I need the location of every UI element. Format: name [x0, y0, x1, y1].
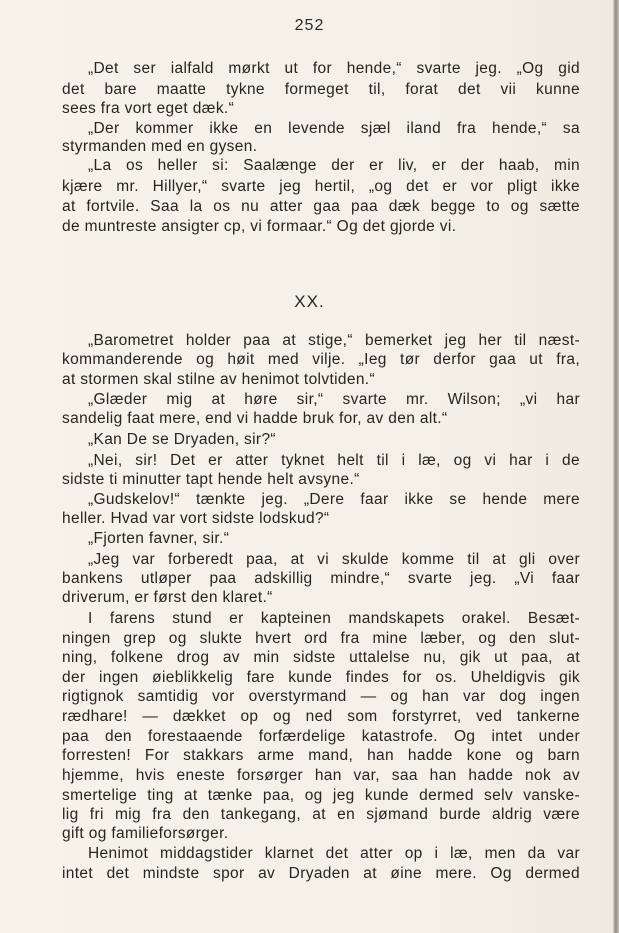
text-line: at stormen skal stilne av henimot tolvtiden.“ — [62, 371, 375, 388]
page-edge-shadow — [613, 0, 619, 933]
chapter-heading: XX. — [294, 292, 325, 311]
text-line: ning, folkene drog av min sidste uttalelse nu, gik ut paa, at — [62, 649, 580, 666]
text-line: sidste ti minutter tapt hende helt avsyne.“ — [62, 471, 360, 488]
text-line: sees fra vort eget dæk.“ — [62, 100, 235, 117]
page-number: 252 — [294, 17, 325, 34]
text-line: de muntreste ansigter cp, vi formaar.“ Og det gjorde vi. — [62, 218, 457, 235]
text-line: intet det mindste spor av Dryaden at øine mere. Og dermed — [62, 865, 580, 882]
text-line: „Der kommer ikke en levende sjæl iland fra hende,“ sa — [88, 120, 580, 137]
text-line: kjære mr. Hillyer,“ svarte jeg hertil, „og det er vor pligt ikke — [62, 178, 580, 195]
text-line: „Kan De se Dryaden, sir?“ — [88, 431, 276, 448]
text-line: driverum, er først den klaret.“ — [62, 589, 273, 606]
text-line: I farens stund er kapteinen mandskapets orakel. Besæt- — [88, 610, 580, 627]
text-line: „La os heller si: Saalænge der er liv, er der haab, min — [88, 157, 580, 174]
text-line: „Fjorten favner, sir.“ — [88, 530, 230, 547]
text-line: lig fri mig fra den tankegang, at en sjømand burde aldrig være — [62, 806, 580, 823]
text-line: sandelig faat mere, end vi hadde bruk for, av den alt.“ — [62, 410, 448, 427]
text-line: hjemme, hvis eneste forsørger han var, saa han hadde nok av — [62, 767, 580, 784]
text-line: bankens utløper paa adskillig mindre,“ svarte jeg. „Vi faar — [62, 570, 580, 587]
text-line: rigtignok samtidig vor overstyrmand — og han var dog ingen — [62, 688, 580, 705]
text-line: heller. Hvad var vort sidste lodskud?“ — [62, 510, 330, 527]
text-line: Henimot middagstider klarnet det atter op i læ, men da var — [88, 845, 580, 862]
text-line: der ingen øieblikkelig fare kunde findes for os. Uheldigvis gik — [62, 669, 580, 686]
text-line: styrmanden med en gysen. — [62, 138, 258, 155]
text-line: kommanderende og høit med vilje. „Ieg tør derfor gaa ut fra, — [62, 351, 580, 368]
text-line: forresten! For stakkars arme mand, han hadde kone og barn — [62, 747, 580, 764]
text-line: „Gudskelov!“ tænkte jeg. „Dere faar ikke se hende mere — [88, 491, 580, 508]
text-line: smertelige ting at tænke paa, og jeg kunde dermed selv vanske- — [62, 787, 580, 804]
text-line: „Nei, sir! Det er atter tyknet helt til i læ, og vi har i de — [88, 452, 580, 469]
text-line: at fortvile. Saa la os nu atter gaa paa dæk begge to og sætte — [62, 198, 580, 215]
text-line: rædhare! — dækket op og ned som forstyrret, ved tankerne — [62, 708, 580, 725]
text-line: „Det ser ialfald mørkt ut for hende,“ svarte jeg. „Og gid — [88, 60, 580, 77]
text-line: „Barometret holder paa at stige,“ bemerket jeg her til næst- — [88, 332, 580, 349]
text-line: „Jeg var forberedt paa, at vi skulde komme til at gli over — [88, 551, 580, 568]
text-line: gift og familieforsørger. — [62, 825, 229, 842]
text-line: ningen grep og slukte hvert ord fra mine læber, og den slut- — [62, 630, 580, 647]
text-line: paa den forestaaende forfærdelige katastrofe. Og intet under — [62, 728, 580, 745]
text-line: det bare maatte tykne formeget til, forat det vii kunne — [62, 81, 580, 98]
text-line: „Glæder mig at høre sir,“ svarte mr. Wilson; „vi har — [88, 391, 580, 408]
